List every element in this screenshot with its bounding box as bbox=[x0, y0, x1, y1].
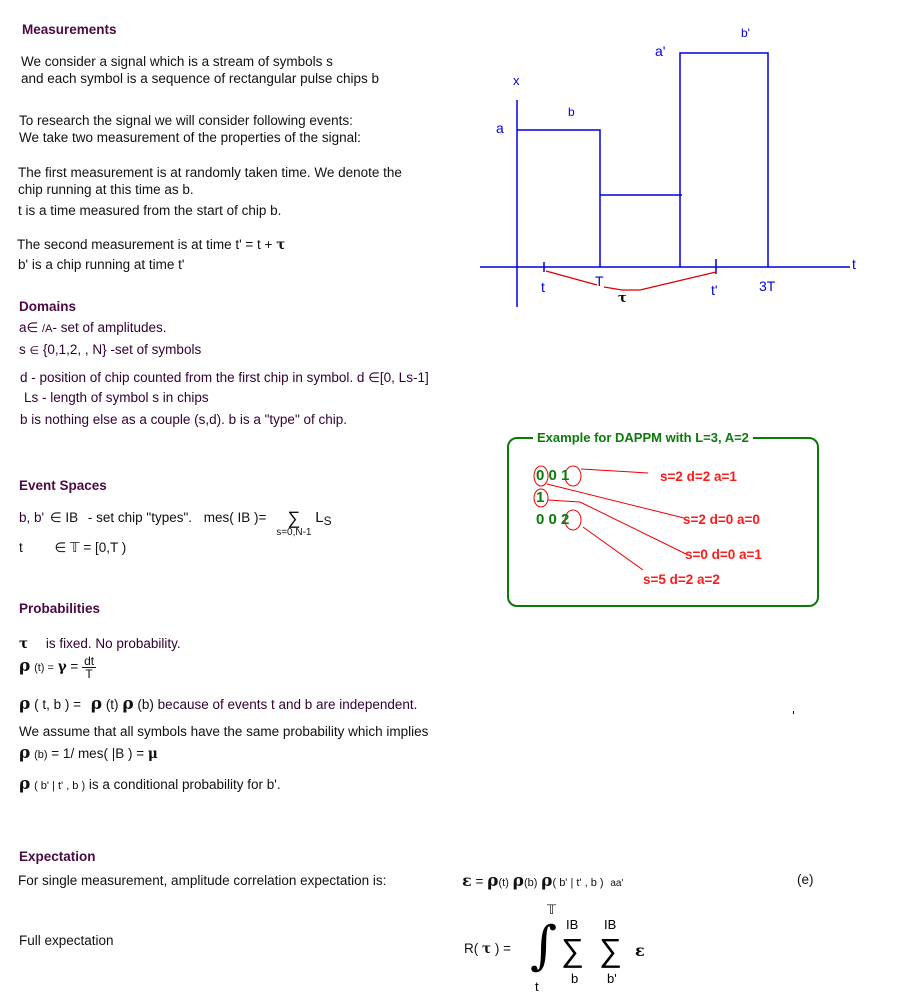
sum-body-sub: S bbox=[323, 514, 332, 528]
stray-mark bbox=[793, 711, 794, 714]
measurements-line: To research the signal we will consider following events: bbox=[19, 113, 353, 128]
gamma-symbol: γ bbox=[57, 659, 67, 676]
prob-text: ( t, b ) = bbox=[34, 697, 81, 712]
example-digit: 0 bbox=[536, 467, 545, 484]
example-label: s=0 d=0 a=1 bbox=[685, 547, 762, 562]
example-digit: 1 bbox=[561, 467, 570, 484]
integral-symbol: ∫ bbox=[530, 916, 558, 976]
example-row-1 bbox=[536, 467, 569, 484]
fraction-denominator: T bbox=[85, 667, 93, 681]
event-t-line bbox=[19, 540, 126, 556]
epsilon-symbol: ε bbox=[635, 941, 645, 960]
sum-body bbox=[315, 509, 331, 530]
heading-measurements: Measurements bbox=[22, 22, 117, 37]
tau-symbol: τ bbox=[482, 941, 492, 957]
sum1-lower: b bbox=[571, 971, 579, 986]
sum-group bbox=[276, 509, 311, 538]
event-text: t bbox=[19, 540, 23, 555]
domain-text: s bbox=[19, 342, 26, 357]
tick-label-t-prime: t' bbox=[711, 282, 718, 298]
domain-b-line: b is nothing else as a couple (s,d). b is a "type" of chip. bbox=[20, 412, 348, 427]
label-b-prime: b' bbox=[741, 26, 750, 40]
element-of-symbol: ∈ bbox=[29, 345, 40, 357]
mu-symbol: μ bbox=[147, 746, 158, 762]
sum2-upper: IB bbox=[604, 917, 617, 932]
tick-label-t: t bbox=[541, 279, 545, 295]
prob-ptb-line bbox=[19, 694, 417, 714]
prob-tau-line bbox=[19, 636, 181, 652]
event-text: - set chip "types". bbox=[87, 510, 193, 525]
example-label: s=2 d=0 a=0 bbox=[683, 512, 760, 527]
event-b-line bbox=[19, 509, 332, 538]
full-expectation-label: Full expectation bbox=[19, 933, 114, 948]
example-row-2 bbox=[536, 489, 544, 506]
label-b: b bbox=[568, 105, 575, 119]
domain-ls-line: Ls - length of symbol s in chips bbox=[24, 390, 209, 405]
prob-text: (t) = bbox=[34, 662, 54, 675]
eq-text: (t) bbox=[498, 877, 509, 889]
example-label: s=5 d=2 a=2 bbox=[643, 572, 720, 587]
domain-text: a bbox=[19, 320, 27, 335]
prob-text: = bbox=[70, 659, 79, 675]
fraction bbox=[82, 655, 96, 680]
expectation-single-line: For single measurement, amplitude correlation expectation is: bbox=[18, 873, 387, 888]
measurements-text: chips b bbox=[336, 71, 379, 86]
measurements-line: The first measurement is at randomly taken time. We denote the bbox=[18, 165, 402, 180]
prob-text: (t) bbox=[105, 697, 119, 712]
example-label: s=2 d=2 a=1 bbox=[660, 469, 737, 484]
prob-assume-line: We assume that all symbols have the same probability which implies bbox=[19, 724, 429, 739]
R-lhs bbox=[464, 941, 511, 957]
connector-line bbox=[581, 469, 648, 473]
rho-symbol: ρ bbox=[19, 743, 31, 763]
eq-text: ( b' | t' , b ) bbox=[552, 877, 604, 889]
rho-symbol: ρ bbox=[19, 694, 31, 714]
domain-d-line: d - position of chip counted from the first chip in symbol. d ∈[0, Ls-1] bbox=[20, 370, 429, 385]
prob-text: (b) bbox=[137, 697, 154, 712]
prob-text: is fixed. No probability. bbox=[45, 636, 181, 651]
sum1-upper: IB bbox=[566, 917, 579, 932]
eq-text: aa' bbox=[610, 878, 624, 889]
x-axis-label: t bbox=[852, 256, 856, 272]
prob-cond-line bbox=[19, 774, 281, 794]
mes-expression: mes( IB )= bbox=[203, 510, 267, 525]
sum-symbol: ∑ bbox=[287, 508, 301, 528]
heading-domains: Domains bbox=[19, 299, 77, 314]
rho-symbol: ρ bbox=[541, 871, 553, 891]
sum-index: s=0,N-1 bbox=[276, 527, 312, 538]
prob-text: is a conditional probability for b'. bbox=[88, 777, 281, 792]
measurements-line: We take two measurement of the properties of the signal: bbox=[19, 130, 361, 145]
measurements-line: b' is a chip running at time t' bbox=[18, 257, 185, 272]
example-digit: 2 bbox=[561, 511, 570, 528]
example-row-3 bbox=[536, 511, 569, 528]
measurements-line: We consider a signal which is a stream of symbols s bbox=[21, 54, 333, 69]
label-a-prime: a' bbox=[655, 43, 666, 59]
measurements-line: chip running at this time as b. bbox=[18, 182, 194, 197]
sum1-symbol: ∑ bbox=[561, 932, 584, 968]
heading-expectation: Expectation bbox=[19, 849, 96, 864]
example-digit: 0 bbox=[536, 511, 545, 528]
prob-text: ( b' | t' , b ) bbox=[34, 780, 86, 792]
rho-symbol: ρ bbox=[90, 694, 103, 714]
rho-symbol: ρ bbox=[512, 871, 524, 891]
prob-text: because of events t and b are independent. bbox=[157, 697, 418, 712]
sum2-lower: b' bbox=[607, 971, 617, 986]
connector-line bbox=[548, 500, 580, 502]
rho-symbol: ρ bbox=[487, 871, 499, 891]
sum2-symbol: ∑ bbox=[599, 932, 622, 968]
tick-label-T: T bbox=[595, 273, 604, 289]
domain-text: {0,1,2, , N} -set of symbols bbox=[42, 342, 202, 357]
heading-event-spaces: Event Spaces bbox=[19, 478, 107, 493]
amplitude-set-symbol: /A bbox=[42, 323, 53, 335]
eq-text: ) = bbox=[494, 941, 512, 956]
prob-pb-line bbox=[19, 743, 158, 763]
example-digit: 0 bbox=[548, 467, 557, 484]
eq-text: = bbox=[475, 874, 484, 889]
prob-text: (b) bbox=[34, 749, 48, 761]
tau-symbol: τ bbox=[276, 237, 286, 253]
equation-label: (e) bbox=[797, 872, 814, 887]
tau-label: τ bbox=[618, 291, 627, 306]
connector-line bbox=[580, 502, 686, 554]
measurements-text: The second measurement is at time t' = t + bbox=[17, 237, 273, 252]
element-of-symbol: ∈ bbox=[26, 320, 39, 335]
rho-symbol: ρ bbox=[122, 694, 134, 714]
sum-body-text: L bbox=[315, 509, 324, 526]
epsilon-equation bbox=[462, 871, 623, 891]
integral-lower: t bbox=[535, 979, 539, 994]
example-title: Example for DAPPM with L=3, A=2 bbox=[533, 430, 753, 445]
epsilon-symbol: ε bbox=[462, 871, 472, 890]
integral-upper: 𝕋 bbox=[547, 902, 557, 917]
tick-label-3T: 3T bbox=[759, 278, 776, 294]
event-set: ∈ IB bbox=[49, 510, 79, 525]
eq-text: (b) bbox=[523, 877, 538, 889]
example-digit: 1 bbox=[536, 489, 545, 506]
event-text: b, b' bbox=[19, 510, 45, 525]
fraction-numerator: dt bbox=[84, 654, 95, 668]
prob-text: = 1/ mes( |B ) = bbox=[51, 746, 145, 761]
measurements-line: t is a time measured from the start of chip b. bbox=[18, 203, 282, 218]
event-set: ∈ 𝕋 = [0,T ) bbox=[54, 540, 127, 555]
connector-line bbox=[583, 527, 643, 570]
label-a: a bbox=[496, 120, 504, 136]
prob-pt-line bbox=[19, 655, 96, 680]
example-digit: 0 bbox=[548, 511, 557, 528]
rho-symbol: ρ bbox=[19, 774, 31, 794]
tau-symbol: τ bbox=[19, 636, 29, 652]
y-axis-label: x bbox=[513, 73, 520, 88]
measurements-text: and each symbol is a sequence of rectangular pulse bbox=[21, 71, 333, 86]
eq-text: R( bbox=[464, 941, 479, 956]
domain-text: - set of amplitudes. bbox=[52, 320, 167, 335]
rho-symbol: ρ bbox=[19, 656, 31, 677]
heading-probabilities: Probabilities bbox=[19, 601, 101, 616]
